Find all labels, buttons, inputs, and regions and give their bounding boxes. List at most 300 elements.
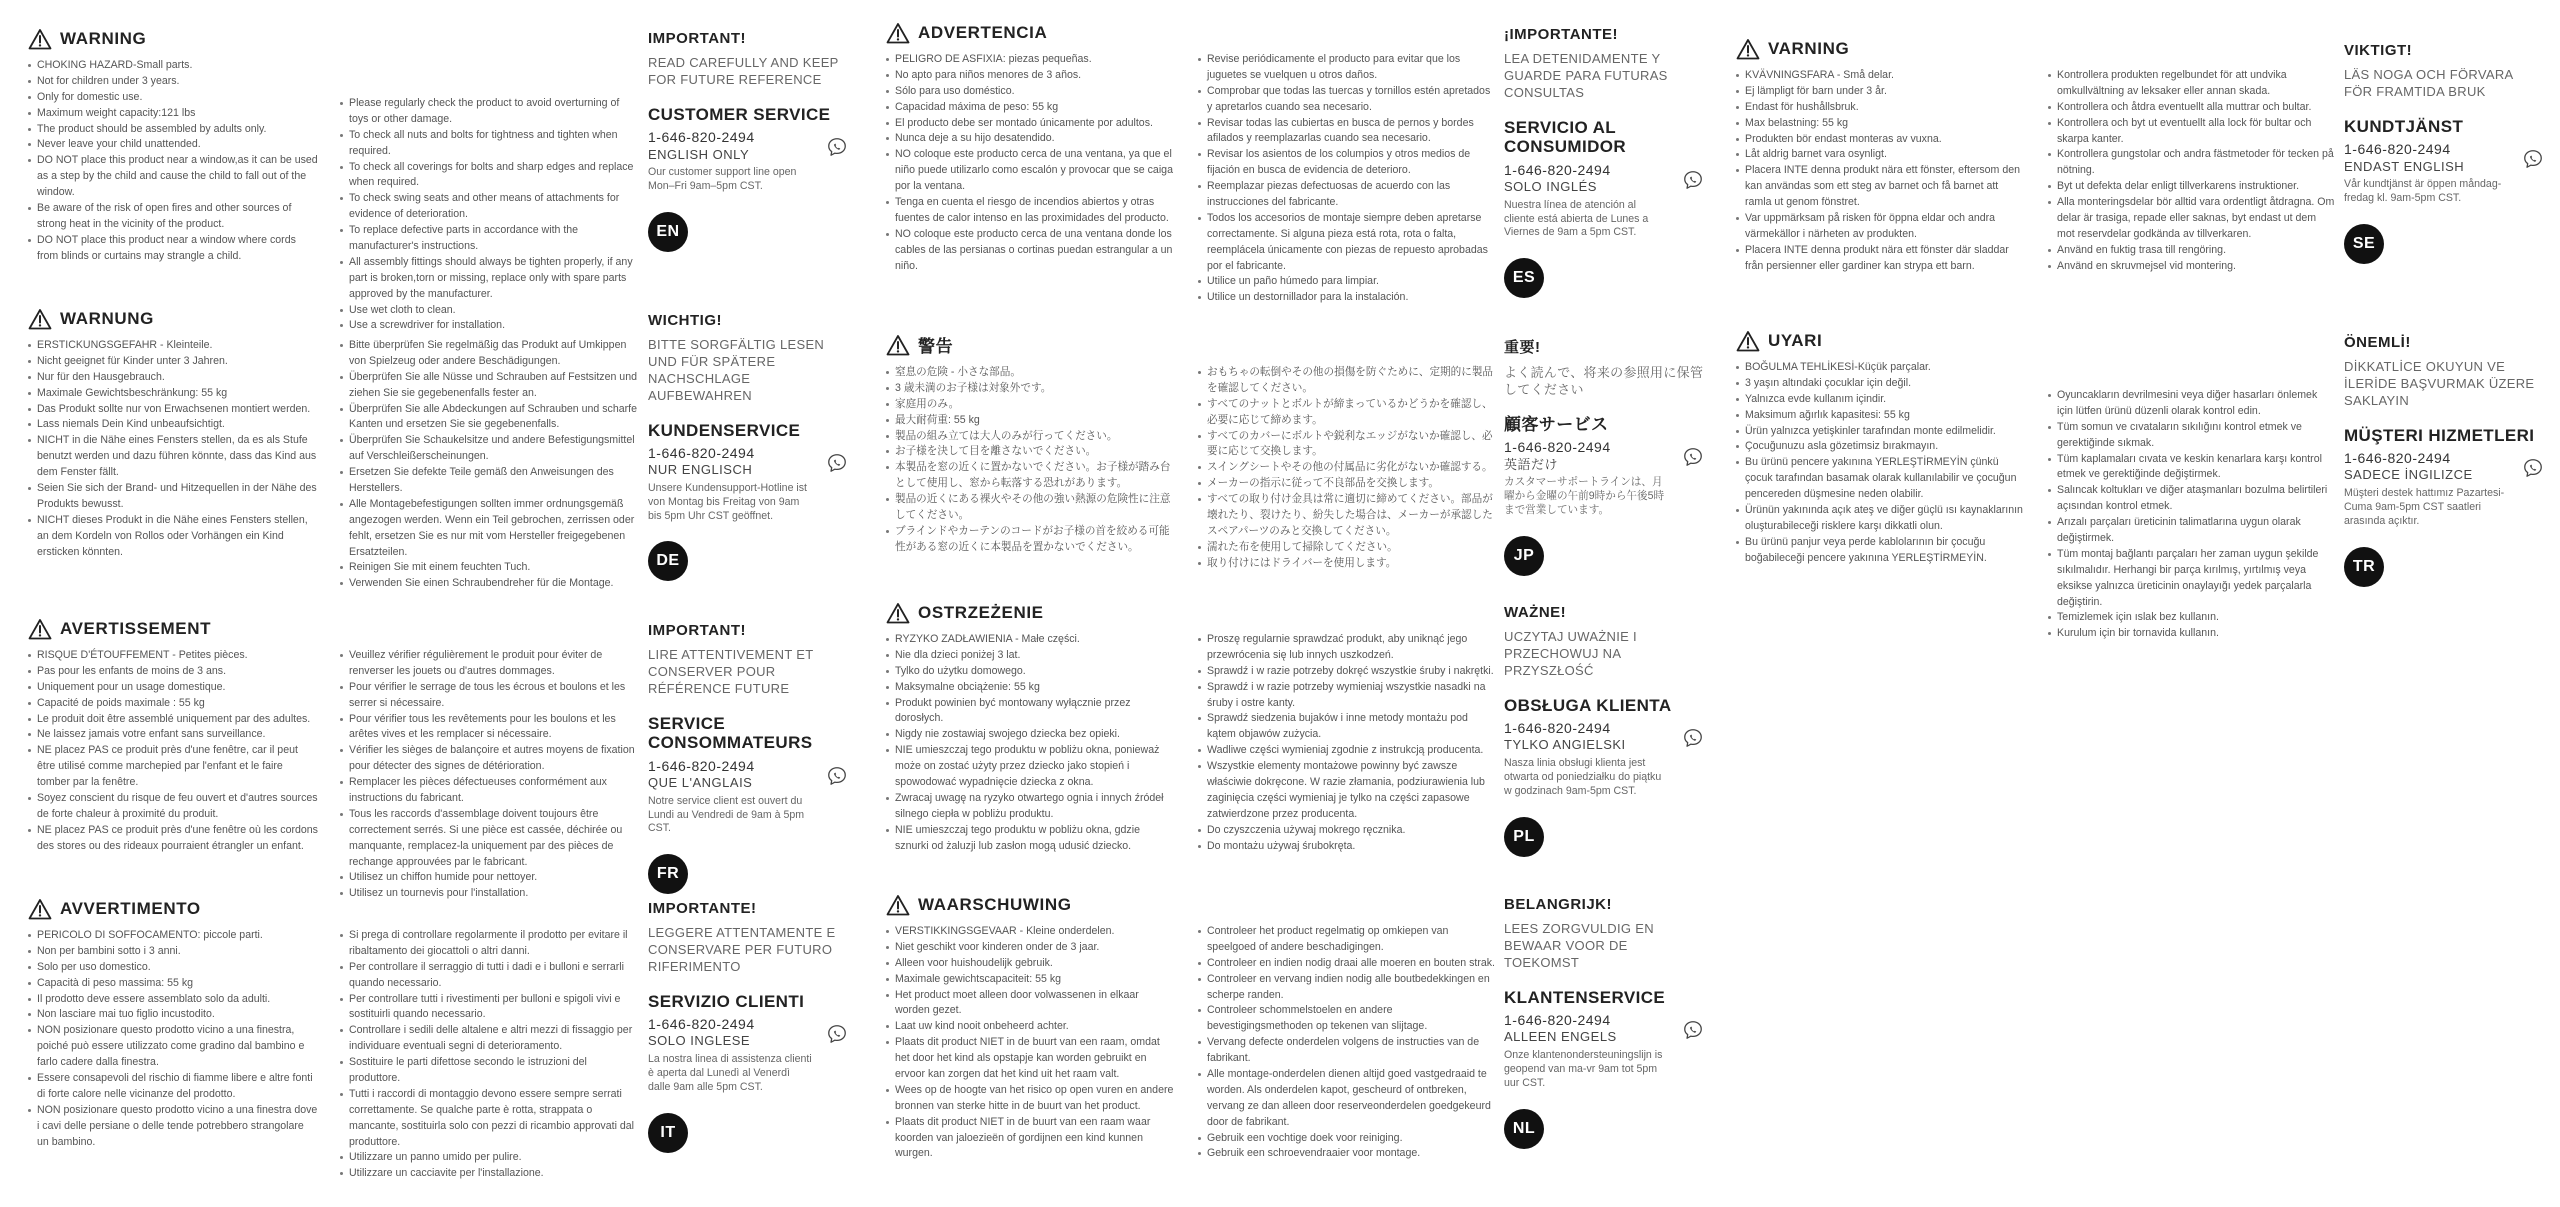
list-item: El producto debe ser montado únicamente por adultos. bbox=[886, 116, 1176, 132]
list-item: Ürünün yakınında açık ateş ve diğer güçlü ısı kaynaklarının oluşturabileceği risklere karşı dikkatli olun. bbox=[1736, 503, 2026, 535]
list-item: NICHT dieses Produkt in die Nähe eines Fensters stellen, an dem Kordeln von Rollos oder Vorhängen ein Kind ersticken könnten. bbox=[28, 513, 318, 561]
list-item: Si prega di controllare regolarmente il prodotto per evitare il ribaltamento dei giocattoli o altri danni. bbox=[340, 928, 638, 960]
list-item: Solo per uso domestico. bbox=[28, 960, 318, 976]
list-item: Alle Montagebefestigungen sollten immer ordnungsgemäß angezogen werden. Wenn ein Teil gebrochen, zerrissen oder fehlt, ersetzen Sie es nur mit vom Hersteller freigegebenen Ersatzteilen. bbox=[340, 497, 638, 561]
important-title: IMPORTANT! bbox=[648, 622, 747, 639]
list-item: Tenga en cuenta el riesgo de incendios abiertos y otras fuentes de calor intenso en las proximidades del producto. bbox=[886, 195, 1176, 227]
list-item: Vérifier les sièges de balançoire et autres moyens de fixation pour détecter des signes de détérioration. bbox=[340, 743, 638, 775]
warning-title: OSTRZEŻENIE bbox=[918, 603, 1044, 622]
warning-list-left bbox=[28, 928, 318, 1182]
customer-service-title: KLANTENSERVICE bbox=[1504, 987, 1666, 1007]
phone-number[interactable]: 1-646-820-2494 bbox=[1504, 1012, 1611, 1029]
list-item: Ej lämpligt för barn under 3 år. bbox=[1736, 84, 2026, 100]
support-hours: Nuestra línea de atención al cliente está abierta de Lunes a Viernes de 9am a 5pm CST. bbox=[1504, 198, 1649, 239]
list-item: Tylko do użytku domowego. bbox=[886, 664, 1176, 680]
warning-title: AVERTISSEMENT bbox=[60, 619, 212, 638]
warning-list-left bbox=[1736, 68, 2026, 275]
warning-title: 警告 bbox=[918, 337, 954, 356]
list-item: The product should be assembled by adults only. bbox=[28, 122, 318, 138]
phone-number[interactable]: 1-646-820-2494 bbox=[648, 129, 755, 146]
list-item: Produkten bör endast monteras av vuxna. bbox=[1736, 132, 2026, 148]
important-title: VIKTIGT! bbox=[2344, 42, 2413, 59]
list-item: Controllare i sedili delle altalene e altri mezzi di fissaggio per individuare eventuali segni di deterioramento. bbox=[340, 1023, 638, 1055]
language-only: SOLO INGLESE bbox=[648, 1033, 751, 1049]
phone-chat-icon bbox=[826, 1023, 848, 1045]
list-item: Niet geschikt voor kinderen onder de 3 jaar. bbox=[886, 940, 1176, 956]
language-badge: FR bbox=[648, 854, 688, 894]
list-item: Plaats dit product NIET in de buurt van een raam, omdat het door het kind als opstapje kan worden gebruikt en ervoor kan zorgen dat het kind uit het raam valt. bbox=[886, 1035, 1176, 1083]
warning-list-left bbox=[886, 924, 1176, 1162]
list-item: Alleen voor huishoudelijk gebruik. bbox=[886, 956, 1176, 972]
important-subtitle: UCZYTAJ UWAŻNIE I PRZECHOWUJ NA PRZYSZŁOŚĆ bbox=[1504, 629, 1637, 678]
warning-section-de bbox=[28, 308, 638, 592]
warning-list-left bbox=[886, 52, 1176, 306]
customer-service-title: MÜŞTERI HIZMETLERI bbox=[2344, 425, 2535, 445]
list-item: Alle montage-onderdelen dienen altijd goed vastgedraaid te worden. Als onderdelen kapot, gescheurd of ontbreken, vervang ze dan alleen door reserveonderdelen goedgekeurd door de fabrikant. bbox=[1198, 1067, 1496, 1131]
list-item: 製品の組み立ては大人のみが行ってください。 bbox=[886, 429, 1176, 445]
important-title: IMPORTANTE! bbox=[648, 900, 757, 917]
important-title: 重要! bbox=[1504, 339, 1541, 356]
list-item: RISQUE D'ÉTOUFFEMENT - Petites pièces. bbox=[28, 648, 318, 664]
important-subtitle: LÄS NOGA OCH FÖRVARA FÖR FRAMTIDA BRUK bbox=[2344, 67, 2513, 99]
list-item: Sprawdź siedzenia bujaków i inne metody montażu pod kątem objawów zużycia. bbox=[1198, 711, 1496, 743]
phone-number[interactable]: 1-646-820-2494 bbox=[648, 445, 755, 462]
list-item: DO NOT place this product near a window where cords from blinds or curtains may strangle a child. bbox=[28, 233, 318, 265]
list-item: To check all coverings for bolts and sharp edges and replace when required. bbox=[340, 160, 638, 192]
list-item: Lass niemals Dein Kind unbeaufsichtigt. bbox=[28, 417, 318, 433]
list-item: Var uppmärksam på risken för öppna eldar och andra värmekällor i närheten av produkten. bbox=[1736, 211, 2026, 243]
list-item: Låt aldrig barnet vara osynligt. bbox=[1736, 147, 2026, 163]
phone-chat-icon bbox=[1682, 169, 1704, 191]
list-item: Bu ürünü panjur veya perde kablolarının bir çocuğu boğabileceği pencere yakınına YERLEŞTİRMEYİN. bbox=[1736, 535, 2026, 567]
support-hours: Vår kundtjänst är öppen måndag-fredag kl. 9am-5pm CST. bbox=[2344, 178, 2502, 205]
list-item: スイングシートやその他の付属品に劣化がないか確認する。 bbox=[1198, 460, 1496, 476]
support-hours: Unsere Kundensupport-Hotline ist von Montag bis Freitag von 9am bis 5pm Uhr CST geöffnet. bbox=[648, 482, 807, 522]
list-item: To check all nuts and bolts for tightness and tighten when required. bbox=[340, 128, 638, 160]
list-item: 3 歳未満のお子様は対象外です。 bbox=[886, 381, 1176, 397]
language-badge: IT bbox=[648, 1113, 688, 1153]
support-hours: Our customer support line open Mon–Fri 9am–5pm CST. bbox=[648, 166, 797, 193]
list-item: Capacidad máxima de peso: 55 kg bbox=[886, 100, 1176, 116]
list-item: Todos los accesorios de montaje siempre deben apretarse correctamente. Si alguna pieza está rota, rota o falta, reemplácela únicamente con piezas de repuesto aprobadas por el fabricante. bbox=[1198, 211, 1496, 275]
list-item: Het product moet alleen door volwassenen in elkaar worden gezet. bbox=[886, 988, 1176, 1020]
list-item: Sprawdź i w razie potrzeby dokręć wszystkie śruby i nakrętki. bbox=[1198, 664, 1496, 680]
list-item: Pas pour les enfants de moins de 3 ans. bbox=[28, 664, 318, 680]
maintenance-list-right bbox=[2048, 388, 2336, 642]
language-badge: NL bbox=[1504, 1109, 1544, 1149]
important-panel-nl bbox=[1504, 896, 1704, 1149]
list-item: NIE umieszczaj tego produktu w pobliżu okna, ponieważ może on zostać użyty przez dziecko jako stopień i spowodować wypadnięcie dziecka z okna. bbox=[886, 743, 1176, 791]
warning-triangle-icon bbox=[28, 308, 52, 330]
list-item: Salıncak koltukları ve diğer ataşmanları bozulma belirtileri açısından kontrol etmek. bbox=[2048, 483, 2336, 515]
maintenance-list-right bbox=[1198, 632, 1496, 854]
warning-title: ADVERTENCIA bbox=[918, 23, 1048, 42]
list-item: Sprawdź i w razie potrzeby wymieniaj wszystkie nasadki na śruby i ostre kanty. bbox=[1198, 680, 1496, 712]
phone-number[interactable]: 1-646-820-2494 bbox=[2344, 141, 2451, 158]
list-item: Maximale Gewichtsbeschränkung: 55 kg bbox=[28, 386, 318, 402]
warning-title: AVVERTIMENTO bbox=[60, 899, 201, 918]
language-only: ALLEEN ENGELS bbox=[1504, 1029, 1617, 1045]
list-item: Plaats dit product NIET in de buurt van een raam waar koorden van jaloezieën of gordijnen een kind kunnen wurgen. bbox=[886, 1115, 1176, 1163]
list-item: RYZYKO ZADŁAWIENIA - Małe części. bbox=[886, 632, 1176, 648]
list-item: 窒息の危険 - 小さな部品。 bbox=[886, 365, 1176, 381]
warning-triangle-icon bbox=[1736, 38, 1760, 60]
list-item: Controleer het product regelmatig op omkiepen van speelgoed of andere beschadigingen. bbox=[1198, 924, 1496, 956]
list-item: Tüm montaj bağlantı parçaları her zaman uygun şekilde sıkılmalıdır. Herhangi bir parça kırılmış, yırtılmış veya eksikse yalnızca üreticinin onaylayığı yedek parçalarla değiştirin. bbox=[2048, 547, 2336, 611]
list-item: Oyuncakların devrilmesini veya diğer hasarları önlemek için lütfen ürünü düzenli olarak kontrol edin. bbox=[2048, 388, 2336, 420]
warning-section-tr bbox=[1736, 330, 2336, 642]
warning-triangle-icon bbox=[886, 22, 910, 44]
list-item: Proszę regularnie sprawdzać produkt, aby uniknąć jego przewrócenia się lub innych uszkodzeń. bbox=[1198, 632, 1496, 664]
list-item: Laat uw kind nooit onbeheerd achter. bbox=[886, 1019, 1176, 1035]
list-item: Kontrollera och åtdra eventuellt alla muttrar och bultar. bbox=[2048, 100, 2336, 116]
list-item: Überprüfen Sie alle Abdeckungen auf Schrauben und scharfe Kanten und ersetzen Sie sie gegebenenfalls. bbox=[340, 402, 638, 434]
list-item: NIE umieszczaj tego produktu w pobliżu okna, gdzie sznurki od żaluzji lub zasłon mogą udusić dziecko. bbox=[886, 823, 1176, 855]
language-only: SOLO INGLÉS bbox=[1504, 178, 1597, 194]
maintenance-list-right bbox=[1198, 365, 1496, 572]
phone-chat-icon bbox=[826, 136, 848, 158]
list-item: NE placez PAS ce produit près d'une fenêtre où les cordons des stores ou des rideaux pourraient étrangler un enfant. bbox=[28, 823, 318, 855]
list-item: Gebruik een vochtige doek voor reiniging. bbox=[1198, 1131, 1496, 1147]
support-hours: La nostra linea di assistenza clienti è aperta dal Lunedì al Venerdì dalle 9am alle 5pm CST. bbox=[648, 1053, 812, 1093]
list-item: Nunca deje a su hijo desatendido. bbox=[886, 131, 1176, 147]
important-subtitle: READ CAREFULLY AND KEEP FOR FUTURE REFERENCE bbox=[648, 55, 839, 87]
list-item: CHOKING HAZARD-Small parts. bbox=[28, 58, 318, 74]
warning-triangle-icon bbox=[28, 28, 52, 50]
language-only: SADECE İNGILIZCE bbox=[2344, 467, 2473, 483]
language-only: ENGLISH ONLY bbox=[648, 146, 750, 162]
support-hours: カスタマーサポートラインは、月曜から金曜の午前9時から午後5時まで営業しています。 bbox=[1504, 476, 1665, 516]
warning-triangle-icon bbox=[28, 618, 52, 640]
list-item: Soyez conscient du risque de feu ouvert et d'autres sources de forte chaleur à proximité du produit. bbox=[28, 791, 318, 823]
list-item: すべての取り付け金具は常に適切に締めてください。部品が壊れたり、裂けたり、紛失した場合は、メーカーが承認したスペアパーツのみと交換してください。 bbox=[1198, 492, 1496, 540]
list-item: Comprobar que todas las tuercas y tornillos estén apretados y apretarlos cuando sea necesario. bbox=[1198, 84, 1496, 116]
list-item: おもちゃの転倒やその他の損傷を防ぐために、定期的に製品を確認してください。 bbox=[1198, 365, 1496, 397]
list-item: Sólo para uso doméstico. bbox=[886, 84, 1176, 100]
list-item: Använd en fuktig trasa till rengöring. bbox=[2048, 243, 2336, 259]
warning-section-it bbox=[28, 898, 638, 1182]
list-item: To check swing seats and other means of attachments for evidence of deterioration. bbox=[340, 191, 638, 223]
list-item: Capacità di peso massima: 55 kg bbox=[28, 976, 318, 992]
list-item: Essere consapevoli del rischio di fiamme libere e altre fonti di forte calore nelle vicinanze del prodotto. bbox=[28, 1071, 318, 1103]
list-item: Per controllare il serraggio di tutti i dadi e i bulloni e serrarli quando necessario. bbox=[340, 960, 638, 992]
important-title: ¡IMPORTANTE! bbox=[1504, 26, 1619, 43]
list-item: All assembly fittings should always be tighten properly, if any part is broken,torn or missing, replace only with spare parts approved by the manufacturer. bbox=[340, 255, 638, 303]
list-item: Yalnızca evde kullanım içindir. bbox=[1736, 392, 2026, 408]
list-item: Controleer en indien nodig draai alle moeren en bouten strak. bbox=[1198, 956, 1496, 972]
phone-chat-icon bbox=[1682, 1019, 1704, 1041]
list-item: Capacité de poids maximale : 55 kg bbox=[28, 696, 318, 712]
list-item: Not for children under 3 years. bbox=[28, 74, 318, 90]
important-subtitle: BITTE SORGFÄLTIG LESEN UND FÜR SPÄTERE NACHSCHLAGE AUFBEWAHREN bbox=[648, 337, 825, 403]
list-item: NICHT in die Nähe eines Fensters stellen, da es als Stufe benutzt werden und dazu führen könnte, dass das Kind aus dem Fenster fällt. bbox=[28, 433, 318, 481]
list-item: Seien Sie sich der Brand- und Hitzequellen in der Nähe des Produkts bewusst. bbox=[28, 481, 318, 513]
list-item: Revisar los asientos de los columpios y otros medios de fijación en busca de evidencia de deterioro. bbox=[1198, 147, 1496, 179]
customer-service-title: KUNDENSERVICE bbox=[648, 420, 801, 440]
customer-service-title: 顧客サービス bbox=[1504, 414, 1609, 434]
list-item: Kontrollera produkten regelbundet för att undvika omkullvältning av leksaker eller annan skada. bbox=[2048, 68, 2336, 100]
list-item: Byt ut defekta delar enligt tillverkarens instruktioner. bbox=[2048, 179, 2336, 195]
list-item: Be aware of the risk of open fires and other sources of strong heat in the vicinity of the product. bbox=[28, 201, 318, 233]
list-item: Maximale gewichtscapaciteit: 55 kg bbox=[886, 972, 1176, 988]
list-item: Tüm kaplamaları cıvata ve keskin kenarlara karşı kontrol etmek ve gerektiğinde değiştirmek. bbox=[2048, 452, 2336, 484]
phone-chat-icon bbox=[826, 765, 848, 787]
list-item: ERSTICKUNGSGEFAHR - Kleinteile. bbox=[28, 338, 318, 354]
list-item: Ürün yalnızca yetişkinler tarafından monte edilmelidir. bbox=[1736, 424, 2026, 440]
important-panel-pl bbox=[1504, 604, 1704, 857]
list-item: Utilisez un tournevis pour l'installation. bbox=[340, 886, 638, 902]
maintenance-list-right bbox=[340, 928, 638, 1182]
phone-number[interactable]: 1-646-820-2494 bbox=[648, 757, 755, 774]
list-item: Utilisez un chiffon humide pour nettoyer. bbox=[340, 870, 638, 886]
important-title: WICHTIG! bbox=[648, 312, 722, 329]
warning-title: WAARSCHUWING bbox=[918, 895, 1072, 914]
list-item: Sostituire le parti difettose secondo le istruzioni del produttore. bbox=[340, 1055, 638, 1087]
important-panel-fr bbox=[648, 622, 848, 894]
list-item: すべてのナットとボルトが締まっているかどうかを確認し、必要に応じて締めます。 bbox=[1198, 397, 1496, 429]
list-item: Do czyszczenia używaj mokrego ręcznika. bbox=[1198, 823, 1496, 839]
important-subtitle: DİKKATLİCE OKUYUN VE İLERİDE BAŞVURMAK ÜZERE SAKLAYIN bbox=[2344, 359, 2535, 408]
list-item: Använd en skruvmejsel vid montering. bbox=[2048, 259, 2336, 275]
list-item: 本製品を窓の近くに置かないでください。お子様が踏み台として使用し、窓から転落する恐れがあります。 bbox=[886, 460, 1176, 492]
list-item: Verwenden Sie einen Schraubendreher für die Montage. bbox=[340, 576, 638, 592]
phone-number[interactable]: 1-646-820-2494 bbox=[648, 1016, 755, 1033]
phone-number[interactable]: 1-646-820-2494 bbox=[1504, 439, 1611, 456]
list-item: Das Produkt sollte nur von Erwachsenen montiert werden. bbox=[28, 402, 318, 418]
warning-triangle-icon bbox=[886, 894, 910, 916]
warning-title: WARNING bbox=[60, 29, 147, 48]
support-hours: Nasza linia obsługi klienta jest otwarta od poniedziałku do piątku w godzinach 9am-5pm CST. bbox=[1504, 757, 1662, 797]
important-panel-de bbox=[648, 312, 848, 581]
list-item: Placera INTE denna produkt nära ett fönster, eftersom den kan användas som ett steg av barnet och få barnet att ramla ut genom fönstret. bbox=[1736, 163, 2026, 211]
important-subtitle: よく読んで、将来の参照用に保管してください bbox=[1504, 365, 1704, 397]
phone-number[interactable]: 1-646-820-2494 bbox=[1504, 720, 1611, 737]
list-item: Maximum weight capacity:121 lbs bbox=[28, 106, 318, 122]
list-item: 取り付けにはドライバーを使用します。 bbox=[1198, 556, 1496, 572]
list-item: Reinigen Sie mit einem feuchten Tuch. bbox=[340, 560, 638, 576]
list-item: Il prodotto deve essere assemblato solo da adulti. bbox=[28, 992, 318, 1008]
list-item: PERICOLO DI SOFFOCAMENTO: piccole parti. bbox=[28, 928, 318, 944]
list-item: Nie dla dzieci poniżej 3 lat. bbox=[886, 648, 1176, 664]
list-item: Pour vérifier tous les revêtements pour les boulons et les arêtes vives et les remplacer si nécessaire. bbox=[340, 712, 638, 744]
warning-triangle-icon bbox=[886, 602, 910, 624]
list-item: 最大耐荷重: 55 kg bbox=[886, 413, 1176, 429]
important-subtitle: LEES ZORGVULDIG EN BEWAAR VOOR DE TOEKOMST bbox=[1504, 921, 1654, 970]
warning-triangle-icon bbox=[28, 898, 52, 920]
list-item: Only for domestic use. bbox=[28, 90, 318, 106]
list-item: 3 yaşın altındaki çocuklar için değil. bbox=[1736, 376, 2026, 392]
important-title: BELANGRIJK! bbox=[1504, 896, 1613, 913]
list-item: NON posizionare questo prodotto vicino a una finestra dove i cavi delle persiane o delle tende potrebbero strangolare un bambino. bbox=[28, 1103, 318, 1151]
list-item: Überprüfen Sie alle Nüsse und Schrauben auf Festsitzen und ziehen Sie sie gegebenenfalls fester an. bbox=[340, 370, 638, 402]
list-item: Do montażu używaj śrubokręta. bbox=[1198, 839, 1496, 855]
list-item: Ersetzen Sie defekte Teile gemäß den Anweisungen des Herstellers. bbox=[340, 465, 638, 497]
list-item: Wadliwe części wymieniaj zgodnie z instrukcją producenta. bbox=[1198, 743, 1496, 759]
list-item: Endast för hushållsbruk. bbox=[1736, 100, 2026, 116]
list-item: Ne laissez jamais votre enfant sans surveillance. bbox=[28, 727, 318, 743]
list-item: Utilizzare un cacciavite per l'installazione. bbox=[340, 1166, 638, 1182]
important-panel-it bbox=[648, 900, 848, 1153]
important-panel-en bbox=[648, 30, 848, 252]
list-item: すべてのカバーにボルトや鋭利なエッジがないか確認し、必要に応じて交換します。 bbox=[1198, 429, 1496, 461]
list-item: NO coloque este producto cerca de una ventana donde los cables de las persianas o cortinas puedan estrangular a un niño. bbox=[886, 227, 1176, 275]
warning-section-es bbox=[886, 22, 1496, 306]
list-item: Reemplazar piezas defectuosas de acuerdo con las instrucciones del fabricante. bbox=[1198, 179, 1496, 211]
list-item: Revisar todas las cubiertas en busca de pernos y bordes afilados y reemplazarlas cuando sea necesario. bbox=[1198, 116, 1496, 148]
language-badge: SE bbox=[2344, 224, 2384, 264]
list-item: Wszystkie elementy montażowe powinny być zawsze właściwie dokręcone. W razie złamania, podziurawienia lub zaginięcia części wymieniaj je tylko na części zapasowe zatwierdzone przez producenta. bbox=[1198, 759, 1496, 823]
customer-service-title: SERVICE CONSOMMATEURS bbox=[648, 713, 813, 753]
list-item: Nigdy nie zostawiaj swojego dziecka bez opieki. bbox=[886, 727, 1176, 743]
list-item: Wees op de hoogte van het risico op open vuren en andere bronnen van sterke hitte in de buurt van het product. bbox=[886, 1083, 1176, 1115]
list-item: Produkt powinien być montowany wyłącznie przez dorosłych. bbox=[886, 696, 1176, 728]
list-item: 濡れた布を使用して掃除してください。 bbox=[1198, 540, 1496, 556]
language-badge: PL bbox=[1504, 817, 1544, 857]
list-item: Per controllare tutti i rivestimenti per bulloni e spigoli vivi e sostituirli quando necessario. bbox=[340, 992, 638, 1024]
important-title: WAŻNE! bbox=[1504, 604, 1567, 621]
warning-section-se bbox=[1736, 38, 2336, 275]
list-item: Use wet cloth to clean. bbox=[340, 303, 638, 319]
list-item: PELIGRO DE ASFIXIA: piezas pequeñas. bbox=[886, 52, 1176, 68]
list-item: メーカーの指示に従って不良部品を交換します。 bbox=[1198, 476, 1496, 492]
list-item: Revise periódicamente el producto para evitar que los juguetes se vuelquen u otros daños. bbox=[1198, 52, 1496, 84]
list-item: Utilizzare un panno umido per pulire. bbox=[340, 1150, 638, 1166]
list-item: Alla monteringsdelar bör alltid vara ordentligt åtdragna. Om delar är trasiga, repade eller saknas, byt endast ut dem mot reservdelar godkända av tillverkaren. bbox=[2048, 195, 2336, 243]
list-item: Please regularly check the product to avoid overturning of toys or other damage. bbox=[340, 96, 638, 128]
list-item: To replace defective parts in accordance with the manufacturer's instructions. bbox=[340, 223, 638, 255]
list-item: KVÄVNINGSFARA - Små delar. bbox=[1736, 68, 2026, 84]
list-item: Çocuğunuzu asla gözetimsiz bırakmayın. bbox=[1736, 439, 2026, 455]
language-badge: TR bbox=[2344, 547, 2384, 587]
list-item: Kurulum için bir tornavida kullanın. bbox=[2048, 626, 2336, 642]
list-item: Bitte überprüfen Sie regelmäßig das Produkt auf Umkippen von Spielzeug oder andere Beschädigungen. bbox=[340, 338, 638, 370]
list-item: Controleer en vervang indien nodig alle boutbedekkingen en scherpe randen. bbox=[1198, 972, 1496, 1004]
warning-list-left bbox=[28, 648, 318, 902]
list-item: NE placez PAS ce produit près d'une fenêtre, car il peut être utilisé comme marchepied par l'enfant et le faire tomber par la fenêtre. bbox=[28, 743, 318, 791]
maintenance-list-right bbox=[340, 648, 638, 902]
phone-number[interactable]: 1-646-820-2494 bbox=[1504, 161, 1611, 178]
list-item: Tous les raccords d'assemblage doivent toujours être correctement serrés. Si une pièce est cassée, déchirée ou manquante, remplacez-la uniquement par des pièces de rechange approuvées par le fabricant. bbox=[340, 807, 638, 871]
list-item: お子様を決して目を離さないでください。 bbox=[886, 444, 1176, 460]
list-item: Non per bambini sotto i 3 anni. bbox=[28, 944, 318, 960]
list-item: Tutti i raccordi di montaggio devono essere sempre serrati correttamente. Se qualche parte è rotta, strappata o mancante, sostituirla solo con pezzi di ricambio approvati dal produttore. bbox=[340, 1087, 638, 1151]
warning-list-left bbox=[28, 338, 318, 592]
customer-service-title: KUNDTJÄNST bbox=[2344, 116, 2464, 136]
important-subtitle: LEA DETENIDAMENTE Y GUARDE PARA FUTURAS CONSULTAS bbox=[1504, 51, 1668, 100]
customer-service-title: SERVICIO AL CONSUMIDOR bbox=[1504, 117, 1627, 157]
customer-service-title: OBSŁUGA KLIENTA bbox=[1504, 695, 1672, 715]
language-badge: EN bbox=[648, 212, 688, 252]
phone-chat-icon bbox=[826, 452, 848, 474]
list-item: Le produit doit être assemblé uniquement par des adultes. bbox=[28, 712, 318, 728]
support-hours: Müşteri destek hattımız Pazartesi-Cuma 9am-5pm CST saatleri arasında açıktır. bbox=[2344, 487, 2505, 527]
important-title: ÖNEMLİ! bbox=[2344, 334, 2411, 351]
list-item: NON posizionare questo prodotto vicino a una finestra, poiché può essere utilizzato come gradino dal bambino e farlo cadere dalla finestra. bbox=[28, 1023, 318, 1071]
list-item: Utilice un paño húmedo para limpiar. bbox=[1198, 274, 1496, 290]
phone-chat-icon bbox=[1682, 727, 1704, 749]
list-item: Non lasciare mai tuo figlio incustodito. bbox=[28, 1007, 318, 1023]
list-item: Uniquement pour un usage domestique. bbox=[28, 680, 318, 696]
list-item: Temizlemek için ıslak bez kullanın. bbox=[2048, 610, 2336, 626]
language-only: QUE L'ANGLAIS bbox=[648, 774, 753, 790]
language-only: TYLKO ANGIELSKI bbox=[1504, 737, 1626, 753]
maintenance-list-right bbox=[340, 338, 638, 592]
list-item: Max belastning: 55 kg bbox=[1736, 116, 2026, 132]
important-subtitle: LEGGERE ATTENTAMENTE E CONSERVARE PER FUTURO RIFERIMENTO bbox=[648, 925, 836, 974]
maintenance-list-right bbox=[2048, 68, 2336, 275]
list-item: 製品の近くにある裸火やその他の強い熱源の危険性に注意してください。 bbox=[886, 492, 1176, 524]
list-item: Use a screwdriver for installation. bbox=[340, 318, 638, 334]
list-item: Maksimum ağırlık kapasitesi: 55 kg bbox=[1736, 408, 2026, 424]
list-item: Utilice un destornillador para la instalación. bbox=[1198, 290, 1496, 306]
language-only: 英語だけ bbox=[1504, 456, 1559, 472]
warning-section-fr bbox=[28, 618, 638, 902]
list-item: Nicht geeignet für Kinder unter 3 Jahren. bbox=[28, 354, 318, 370]
phone-number[interactable]: 1-646-820-2494 bbox=[2344, 450, 2451, 467]
warning-triangle-icon bbox=[1736, 330, 1760, 352]
warning-section-pl bbox=[886, 602, 1496, 854]
language-badge: DE bbox=[648, 541, 688, 581]
list-item: NO coloque este producto cerca de una ventana, ya que el niño puede utilizarlo como escalón y provocar que se caiga por la ventana. bbox=[886, 147, 1176, 195]
important-title: IMPORTANT! bbox=[648, 30, 747, 47]
list-item: Nur für den Hausgebrauch. bbox=[28, 370, 318, 386]
phone-chat-icon bbox=[2522, 148, 2544, 170]
important-panel-jp bbox=[1504, 336, 1704, 576]
language-only: ENDAST ENGLISH bbox=[2344, 158, 2465, 174]
list-item: Tüm somun ve cıvataların sıkılığını kontrol etmek ve gerektiğinde sıkmak. bbox=[2048, 420, 2336, 452]
warning-list-left bbox=[28, 58, 318, 334]
warning-triangle-icon bbox=[886, 334, 910, 356]
list-item: ブラインドやカーテンのコードがお子様の首を絞める可能性がある窓の近くに本製品を置かないでください。 bbox=[886, 524, 1176, 556]
customer-service-title: CUSTOMER SERVICE bbox=[648, 104, 831, 124]
warning-list-left bbox=[1736, 360, 2026, 642]
warning-section-nl bbox=[886, 894, 1496, 1162]
list-item: Überprüfen Sie Schaukelsitze und andere Befestigungsmittel auf Verschleißerscheinungen. bbox=[340, 433, 638, 465]
maintenance-list-right bbox=[340, 96, 638, 334]
maintenance-list-right bbox=[1198, 924, 1496, 1162]
warning-section-en bbox=[28, 28, 638, 334]
list-item: Vervang defecte onderdelen volgens de instructies van de fabrikant. bbox=[1198, 1035, 1496, 1067]
warning-title: WARNUNG bbox=[60, 309, 154, 328]
important-subtitle: LIRE ATTENTIVEMENT ET CONSERVER POUR RÉFÉRENCE FUTURE bbox=[648, 647, 814, 696]
list-item: No apto para niños menores de 3 años. bbox=[886, 68, 1176, 84]
list-item: Veuillez vérifier régulièrement le produit pour éviter de renverser les jouets ou d'autres dommages. bbox=[340, 648, 638, 680]
warning-title: VARNING bbox=[1768, 39, 1850, 58]
language-badge: JP bbox=[1504, 536, 1544, 576]
list-item: 家庭用のみ。 bbox=[886, 397, 1176, 413]
important-panel-tr bbox=[2344, 334, 2544, 587]
phone-chat-icon bbox=[2522, 457, 2544, 479]
support-hours: Notre service client est ouvert du Lundi au Vendredi de 9am à 5pm CST. bbox=[648, 794, 805, 835]
customer-service-title: SERVIZIO CLIENTI bbox=[648, 991, 805, 1011]
maintenance-list-right bbox=[1198, 52, 1496, 306]
list-item: Maksymalne obciążenie: 55 kg bbox=[886, 680, 1176, 696]
list-item: DO NOT place this product near a window,as it can be used as a step by the child and cause the child to fall out of the window. bbox=[28, 153, 318, 201]
list-item: Pour vérifier le serrage de tous les écrous et boulons et les serrer si nécessaire. bbox=[340, 680, 638, 712]
list-item: Gebruik een schroevendraaier voor montage. bbox=[1198, 1146, 1496, 1162]
list-item: Kontrollera och byt ut eventuellt alla lock för bultar och skarpa kanter. bbox=[2048, 116, 2336, 148]
language-badge: ES bbox=[1504, 258, 1544, 298]
list-item: Placera INTE denna produkt nära ett fönster där sladdar från persienner eller gardiner kan strypa ett barn. bbox=[1736, 243, 2026, 275]
list-item: Never leave your child unattended. bbox=[28, 137, 318, 153]
warning-section-jp bbox=[886, 332, 1496, 572]
list-item: Kontrollera gungstolar och andra fästmetoder för tecken på nötning. bbox=[2048, 147, 2336, 179]
list-item: Arızalı parçaları üreticinin talimatlarına uygun olarak değiştirmek. bbox=[2048, 515, 2336, 547]
phone-chat-icon bbox=[1682, 446, 1704, 468]
list-item: Bu ürünü pencere yakınına YERLEŞTİRMEYİN çünkü çocuk tarafından basamak olarak kullanılabilir ve çocuğun pencereden düşmesine neden olabilir. bbox=[1736, 455, 2026, 503]
list-item: VERSTIKKINGSGEVAAR - Kleine onderdelen. bbox=[886, 924, 1176, 940]
important-panel-es bbox=[1504, 26, 1704, 298]
